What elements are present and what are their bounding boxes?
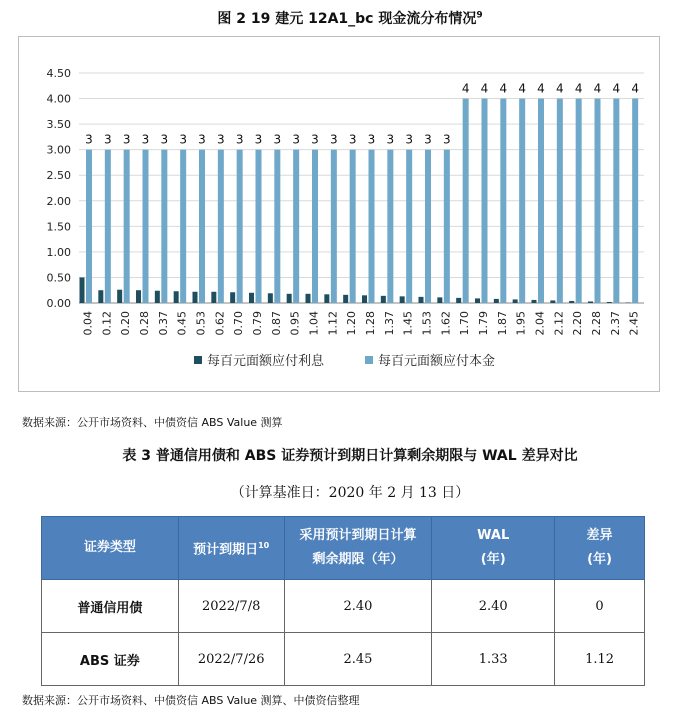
bar-interest: [249, 293, 254, 303]
header-remaining-term: 采用预计到期日计算 剩余期限（年）: [284, 517, 432, 580]
x-tick-label: 1.70: [458, 311, 472, 336]
bar-interest: [513, 299, 518, 303]
data-label: 3: [311, 132, 319, 147]
data-label: 3: [160, 132, 169, 147]
data-label: 3: [122, 132, 131, 147]
bar-interest: [287, 294, 292, 303]
table-source: 数据来源：公开市场资料、中债资信 ABS Value 测算、中债资信整理: [22, 694, 360, 707]
data-label: 3: [273, 132, 282, 147]
bar-principal: [387, 150, 393, 303]
bar-principal: [444, 150, 450, 303]
cell-type: ABS 证券: [42, 633, 179, 686]
cell-wal: 1.33: [432, 633, 555, 686]
x-tick-label: 0.04: [81, 311, 95, 336]
legend-label-interest: 每百元面额应付利息: [207, 354, 325, 369]
bar-interest: [343, 295, 348, 303]
bar-principal: [369, 150, 375, 303]
x-tick-label: 1.53: [420, 311, 434, 336]
legend-swatch-interest: [194, 356, 202, 364]
data-label: 3: [405, 132, 413, 147]
figure-title: [0, 8, 700, 28]
bar-principal: [463, 99, 469, 303]
data-label: 3: [443, 132, 451, 147]
bar-principal: [124, 150, 130, 303]
data-label: 3: [424, 132, 432, 147]
legend-swatch-principal: [365, 356, 373, 364]
bar-interest: [230, 292, 235, 303]
x-tick-label: 1.12: [326, 311, 340, 336]
y-tick-label: 4.50: [46, 67, 71, 80]
data-label: 4: [480, 81, 489, 96]
y-tick-label: 3.50: [46, 118, 71, 132]
data-label: 3: [254, 132, 263, 147]
x-tick-label: 0.20: [119, 311, 133, 336]
x-tick-label: 0.37: [156, 311, 170, 336]
x-tick-label: 1.62: [439, 311, 453, 336]
x-tick-label: 1.37: [382, 311, 396, 336]
legend-label-principal: 每百元面额应付本金: [378, 354, 496, 369]
data-label: 3: [217, 132, 225, 147]
data-label: 3: [292, 132, 300, 147]
data-label: 3: [198, 132, 206, 147]
data-label: 4: [537, 81, 545, 96]
bar-chart: [19, 37, 659, 391]
bar-principal: [500, 99, 506, 303]
bar-interest: [494, 299, 499, 303]
bar-principal: [143, 150, 149, 303]
bar-interest: [626, 302, 631, 303]
table-subtitle: （计算基准日：2020 年 2 月 13 日）: [230, 485, 470, 501]
bar-principal: [595, 99, 601, 303]
x-tick-label: 1.20: [345, 311, 359, 336]
y-tick-label: 2.50: [46, 169, 71, 183]
x-tick-label: 0.53: [194, 311, 208, 336]
x-tick-label: 1.95: [514, 311, 528, 336]
bar-interest: [268, 293, 273, 303]
data-label: 3: [141, 132, 150, 147]
bar-interest: [174, 291, 179, 303]
cell-diff: 0: [555, 580, 645, 633]
data-label: 4: [612, 81, 621, 96]
data-label: 3: [330, 132, 338, 147]
data-label: 3: [348, 132, 357, 147]
data-label: 4: [518, 81, 526, 96]
bar-principal: [519, 99, 525, 303]
bar-interest: [569, 301, 574, 303]
x-tick-label: 0.62: [213, 311, 227, 336]
chart-container: [18, 36, 660, 392]
x-tick-label: 0.70: [232, 311, 246, 336]
y-tick-label: 4.00: [46, 92, 71, 106]
bar-principal: [557, 99, 563, 303]
x-tick-label: 1.87: [495, 311, 509, 336]
cell-diff: 1.12: [555, 633, 645, 686]
x-tick-label: 0.95: [288, 311, 302, 336]
bar-interest: [607, 302, 612, 303]
bar-principal: [312, 150, 318, 303]
x-tick-label: 0.28: [137, 311, 151, 336]
bar-principal: [161, 150, 167, 303]
header-difference: 差异 (年): [555, 517, 645, 580]
data-label: 4: [461, 81, 470, 96]
bar-interest: [588, 301, 593, 303]
data-label: 3: [104, 132, 112, 147]
x-tick-label: 2.45: [627, 311, 641, 336]
x-tick-label: 2.37: [608, 311, 622, 336]
x-tick-label: 0.87: [269, 311, 283, 336]
bar-interest: [456, 298, 461, 303]
table-title: 表 3 普通信用债和 ABS 证券预计到期日计算剩余期限与 WAL 差异对比: [122, 448, 578, 464]
bar-interest: [80, 277, 85, 303]
x-tick-label: 1.45: [401, 311, 415, 336]
bar-principal: [576, 99, 582, 303]
figure-title-text: 图 2 19 建元 12A1_bc 现金流分布情况: [217, 11, 477, 27]
bar-interest: [362, 295, 367, 303]
data-label: 4: [499, 81, 508, 96]
data-label: 4: [574, 81, 583, 96]
bar-principal: [350, 150, 356, 303]
bar-principal: [425, 150, 431, 303]
bar-principal: [86, 150, 92, 303]
data-label: 3: [386, 132, 395, 147]
bar-interest: [211, 292, 216, 303]
x-tick-label: 2.28: [589, 311, 603, 336]
cell-type: 普通信用债: [42, 580, 179, 633]
bar-interest: [400, 296, 405, 303]
y-tick-label: 0.00: [46, 297, 71, 310]
data-label: 3: [179, 132, 187, 147]
bar-principal: [256, 150, 262, 303]
cell-remaining: 2.45: [284, 633, 432, 686]
data-label: 3: [235, 132, 244, 147]
table-row: [42, 633, 645, 686]
bar-principal: [218, 150, 224, 303]
bar-principal: [482, 99, 488, 303]
y-tick-label: 0.50: [46, 271, 71, 285]
x-tick-label: 2.04: [533, 311, 547, 336]
bar-principal: [331, 150, 337, 303]
bar-principal: [632, 99, 638, 303]
cell-remaining: 2.40: [284, 580, 432, 633]
bar-interest: [437, 297, 442, 303]
bar-interest: [98, 290, 103, 303]
bar-interest: [155, 291, 160, 303]
figure-source: 数据来源：公开市场资料、中债资信 ABS Value 测算: [22, 416, 283, 429]
x-tick-label: 0.45: [175, 311, 189, 336]
y-tick-label: 2.00: [46, 194, 71, 208]
header-expected-maturity: 预计到期日$^{10}$: [178, 517, 284, 580]
bar-interest: [306, 294, 311, 303]
data-label: 4: [556, 81, 564, 96]
cell-wal: 2.40: [432, 580, 555, 633]
x-tick-label: 1.04: [307, 311, 321, 336]
x-tick-label: 0.79: [250, 311, 264, 336]
bar-interest: [550, 300, 555, 303]
y-tick-label: 1.50: [46, 220, 71, 234]
data-label: 4: [631, 81, 639, 96]
bar-interest: [324, 294, 329, 303]
x-tick-label: 0.12: [100, 311, 114, 336]
bar-interest: [117, 290, 122, 303]
x-tick-label: 2.12: [552, 311, 566, 336]
y-tick-label: 3.00: [46, 143, 71, 157]
data-label: 4: [593, 81, 602, 96]
bar-principal: [237, 150, 243, 303]
comparison-table: [41, 516, 645, 686]
bar-principal: [538, 99, 544, 303]
bar-principal: [180, 150, 186, 303]
table-header-row: [42, 517, 645, 580]
bar-principal: [274, 150, 280, 303]
x-tick-label: 1.28: [363, 311, 377, 336]
cell-date: 2022/7/8: [178, 580, 284, 633]
bar-interest: [193, 292, 198, 303]
header-security-type: 证券类型: [42, 517, 179, 580]
table-row: [42, 580, 645, 633]
x-tick-label: 2.20: [571, 311, 585, 336]
bar-interest: [532, 300, 537, 303]
bar-principal: [293, 150, 299, 303]
bar-principal: [613, 99, 619, 303]
bar-principal: [406, 150, 412, 303]
x-tick-label: 1.79: [476, 311, 490, 336]
bar-interest: [136, 290, 141, 303]
bar-interest: [381, 296, 386, 303]
figure-title-footnote: 9: [476, 10, 483, 21]
bar-principal: [199, 150, 205, 303]
bar-interest: [419, 297, 424, 303]
y-tick-label: 1.00: [46, 245, 71, 259]
bar-principal: [105, 150, 111, 303]
bar-interest: [475, 298, 480, 303]
cell-date: 2022/7/26: [178, 633, 284, 686]
data-label: 3: [85, 132, 93, 147]
header-wal: WAL (年): [432, 517, 555, 580]
data-label: 3: [367, 132, 376, 147]
